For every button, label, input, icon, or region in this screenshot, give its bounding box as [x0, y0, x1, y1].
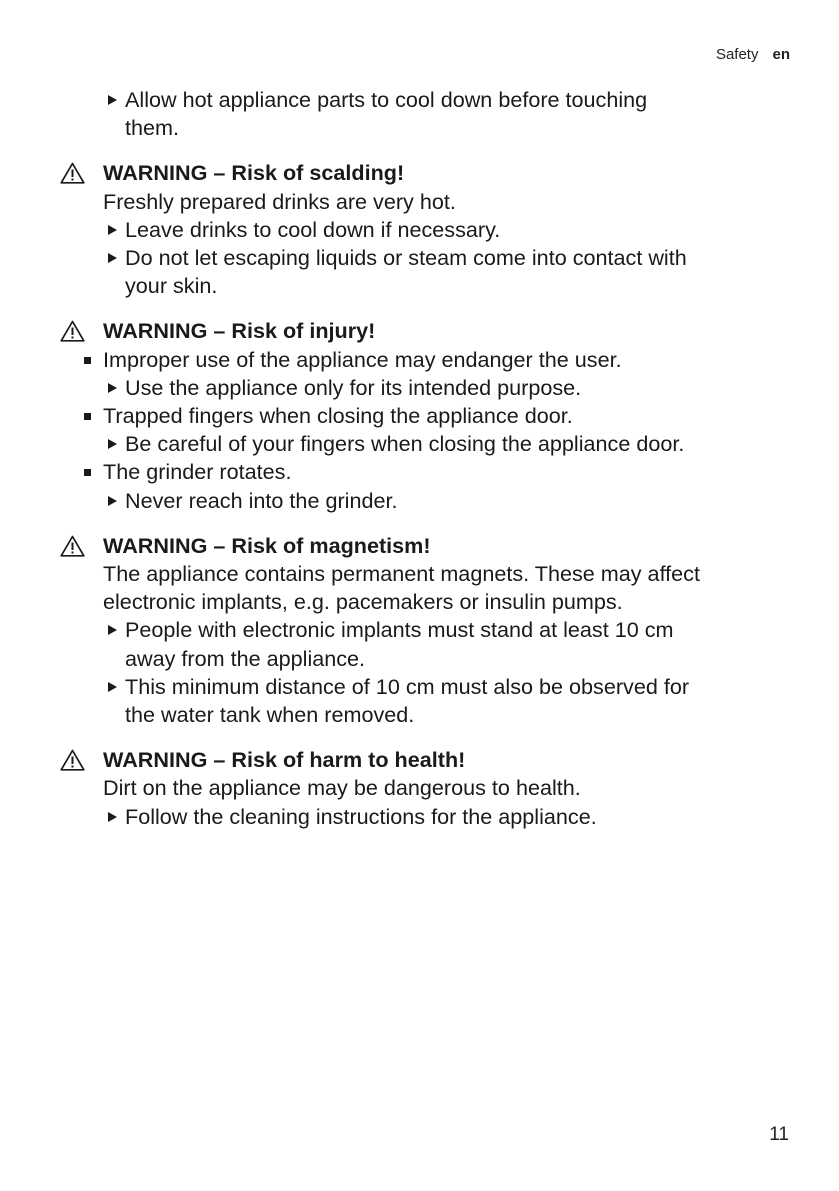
instruction-step: Allow hot appliance parts to cool down before touching	[0, 86, 839, 114]
instruction-step-continued: the water tank when removed.	[125, 702, 415, 728]
section-name: Safety	[715, 46, 759, 63]
warning-text: The appliance contains permanent magnets. These may affect	[103, 561, 700, 587]
instruction-step: Follow the cleaning instructions for the appliance.	[0, 803, 839, 831]
warning-triangle-icon	[60, 162, 85, 184]
instruction-step: This minimum distance of 10 cm must also be observed for	[0, 673, 839, 701]
instruction-step: Never reach into the grinder.	[0, 487, 839, 515]
warning-title-text: WARNING – Risk of harm to health!	[103, 747, 466, 773]
warning-title-injury	[0, 317, 839, 345]
warning-title-magnetism	[0, 532, 839, 560]
warning-triangle-icon	[60, 535, 85, 557]
instruction-step: People with electronic implants must stand at least 10 cm	[0, 616, 839, 644]
instruction-step: Use the appliance only for its intended purpose.	[0, 374, 839, 402]
instruction-step-continued: your skin.	[125, 273, 218, 299]
hazard-item: Improper use of the appliance may endanger the user.	[0, 346, 839, 374]
instruction-step: Be careful of your fingers when closing the appliance door.	[0, 430, 839, 458]
instruction-step-continued: away from the appliance.	[125, 645, 366, 671]
hazard-item: The grinder rotates.	[0, 458, 839, 486]
instruction-step-continued: them.	[125, 115, 180, 141]
warning-text: Dirt on the appliance may be dangerous to health.	[103, 775, 581, 801]
hazard-item: Trapped fingers when closing the appliance door.	[0, 402, 839, 430]
warning-title-health	[0, 746, 839, 774]
warning-text: Freshly prepared drinks are very hot.	[103, 188, 456, 214]
warning-title-text: WARNING – Risk of injury!	[103, 318, 376, 344]
instruction-step: Do not let escaping liquids or steam come into contact with	[0, 244, 839, 272]
warning-triangle-icon	[60, 320, 85, 342]
instruction-step: Leave drinks to cool down if necessary.	[0, 216, 839, 244]
page-number: 11	[769, 1124, 789, 1145]
warning-triangle-icon	[60, 749, 85, 771]
warning-title-scalding	[0, 159, 839, 187]
language-code: en	[772, 46, 790, 63]
warning-title-text: WARNING – Risk of magnetism!	[103, 532, 431, 558]
warning-text: electronic implants, e.g. pacemakers or insulin pumps.	[103, 589, 623, 615]
running-header	[716, 46, 790, 63]
document-body	[0, 86, 839, 831]
warning-title-text: WARNING – Risk of scalding!	[103, 160, 405, 186]
